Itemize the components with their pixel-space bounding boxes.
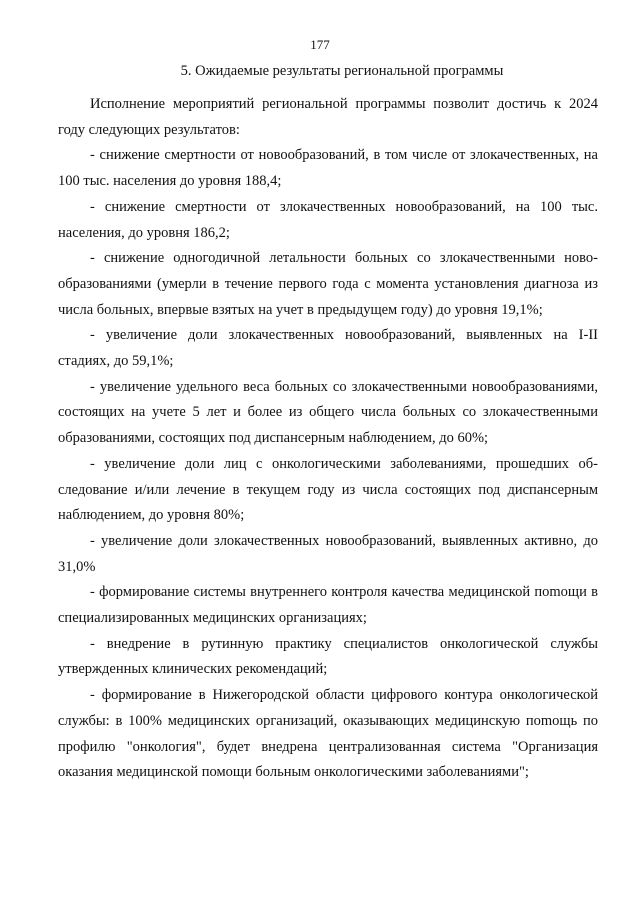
result-item: - формирование в Нижегородской области цифрового контура онкологической службы: в 100% медицинских организаций, оказывающих медицинскую поmощь по профилю "онкология", будет внедрена централизованная система "Организация оказания медицинской помощи больным онкологическими заболеваниями"; [58, 687, 598, 781]
result-item: - внедрение в рутинную практику специалистов онкологической службы утвержденных клинических рекомендаций; [58, 635, 598, 678]
page-number: 177 [310, 37, 330, 52]
result-item: - снижение смертности от новообразований, в том числе от злокачественных, на 100 тыс. населения до уровня 188,4; [58, 147, 598, 190]
result-item: - увеличение доли злокачественных новообразований, выявленных на I-II стадиях, до 59,1%; [58, 327, 598, 370]
result-item: - увеличение доли лиц с онкологическими заболеваниями, прошедших обследование и/или лечение в текущем году из числа состоящих под диспансерным наблюдением, до уровня 80%; [58, 455, 598, 524]
result-item: - снижение одногодичной летальности больных со злокачественными новообразованиями (умерли в течение первого года с момента установления диагноза из числа больных, впервые взятых на учет в предыдущем году) до уровня 19,1%; [58, 250, 598, 318]
result-item: - снижение смертности от злокачественных новообразований, на 100 тыс. населения, до уровня 186,2; [58, 198, 598, 241]
result-item: - увеличение доли злокачественных новообразований, выявленных активно, до 31,0% [58, 532, 598, 575]
intro-paragraph: Исполнение мероприятий региональной программы позволит достичь к 2024 году следующих результатов: [58, 96, 598, 138]
document-body [58, 92, 598, 786]
result-item: - увеличение удельного веса больных со злокачественными новообразованиями, состоящих на учете 5 лет и более из общего числа больных со злокачественными образованиями, состоящих под диспансерным наблюдением, до 60%; [58, 378, 598, 447]
section-title: 5. Ожидаемые результаты региональной программы [180, 63, 504, 79]
result-item: - формирование системы внутреннего контроля качества медицинской поmощи в специализированных медицинских организациях; [58, 584, 598, 627]
